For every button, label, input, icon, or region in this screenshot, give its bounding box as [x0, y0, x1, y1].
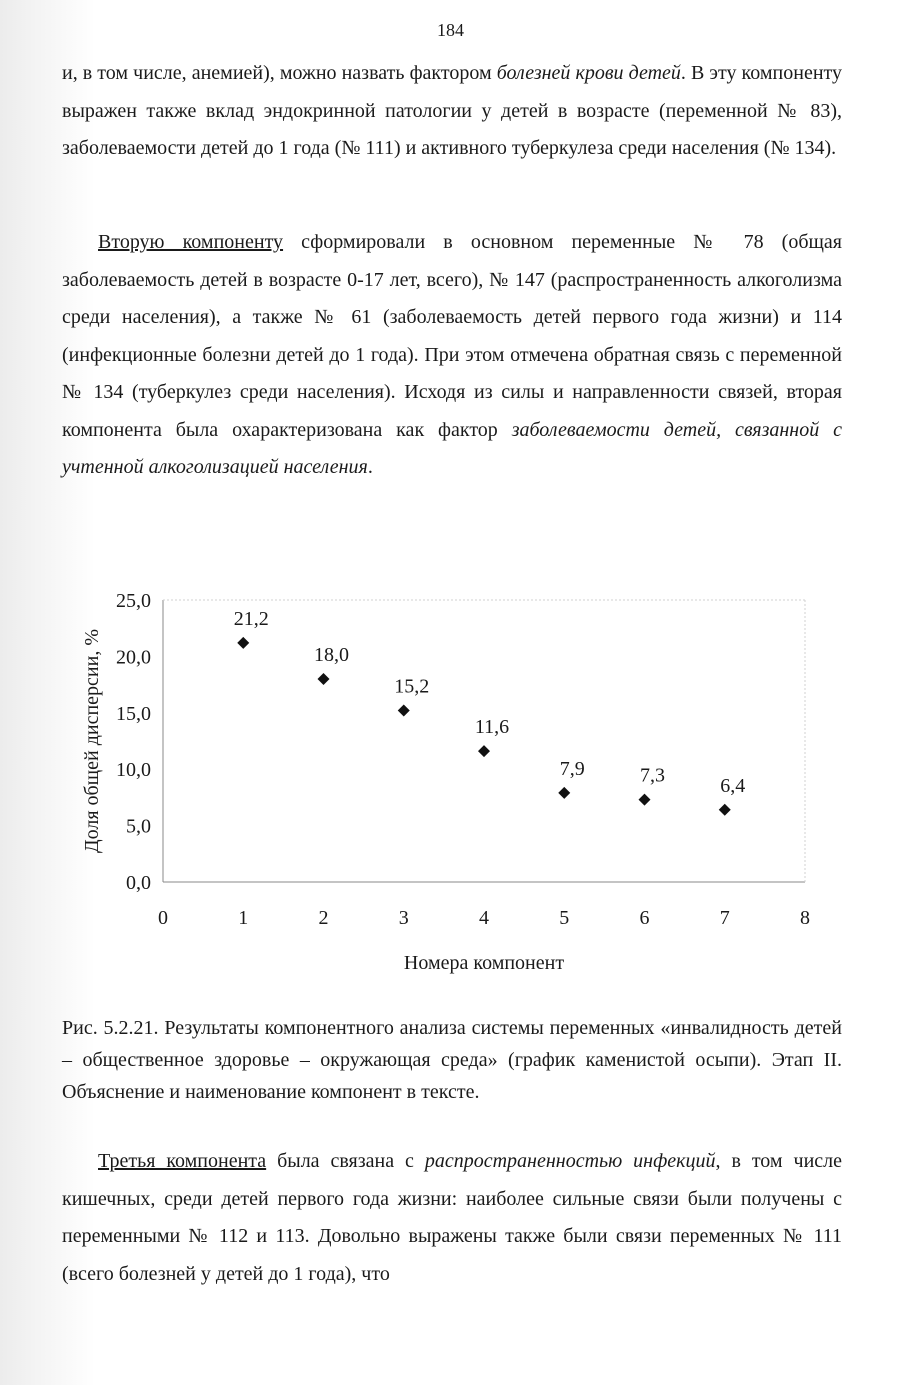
- data-point: [318, 673, 330, 685]
- paragraph-1: [62, 55, 842, 168]
- data-labels: [234, 608, 746, 797]
- y-axis-title: Доля общей дисперсии, %: [81, 629, 103, 853]
- paragraph-3-text-b: , в том числе кишечных, среди детей первого года жизни: наиболее сильные связи были получены с переменными № 112 и 113. Довольно выражены также были связи переменных № 111 (всего болезней у детей до 1 года), что: [62, 1150, 843, 1285]
- x-tick-label: 5: [559, 907, 570, 929]
- figure-caption: Рис. 5.2.21. Результаты компонентного анализа системы переменных «инвалидность детей – общественное здоровье – окружающая среда» (график каменистой осыпи). Этап II. Объяснение и наименование компонент в тексте.: [62, 1017, 842, 1103]
- paragraph-2-emphasis: заболеваемости детей, связанной с учтенной алкоголизацией населения: [62, 418, 842, 478]
- y-tick-label: 0,0: [126, 872, 151, 894]
- paragraph-3-emphasis: распространенностью инфекций: [424, 1150, 716, 1172]
- x-tick-label: 1: [238, 907, 249, 929]
- x-tick-label: 8: [800, 907, 810, 929]
- paragraph-2-text-b: .: [367, 456, 373, 478]
- paragraph-1-text-a: и, в том числе, анемией), можно назвать фактором: [62, 62, 497, 84]
- paragraph-3: [62, 1143, 842, 1293]
- data-point: [639, 794, 651, 806]
- x-tick-label: 0: [158, 907, 168, 929]
- paragraph-2: [62, 224, 842, 487]
- x-tick-label: 7: [719, 907, 730, 929]
- data-point: [558, 787, 570, 799]
- x-axis-title: Номера компонент: [403, 952, 565, 974]
- y-tick-label: 20,0: [116, 646, 151, 669]
- y-tick-label: 5,0: [126, 815, 151, 838]
- data-point: [398, 705, 410, 717]
- x-tick-label: 6: [639, 907, 650, 929]
- paragraph-1-text-b: . В эту компоненту выражен также вклад эндокринной патологии у детей в возрасте (переменной № 83), заболеваемости детей до 1 года (№ 111) и активного туберкулеза среди населения (№ 134).: [62, 62, 842, 159]
- y-tick-label: 25,0: [116, 590, 151, 612]
- data-label: 11,6: [474, 716, 510, 739]
- x-tick-label: 4: [479, 907, 489, 929]
- paragraph-1-emphasis: болезней крови детей: [496, 62, 681, 84]
- y-tick-labels: [116, 590, 151, 894]
- x-tick-labels: [158, 907, 810, 929]
- data-label: 7,3: [640, 764, 665, 787]
- paragraph-2-heading: Вторую компоненту: [98, 231, 284, 253]
- x-tick-label: 2: [318, 907, 329, 929]
- paragraph-2-text-a: сформировали в основном переменные № 78 (общая заболеваемость детей в возрасте 0-17 лет, всего), № 147 (распространенность алкоголизма среди населения), а также № 61 (заболеваемость детей первого года жизни) и 114 (инфекционные болезни детей до 1 года). При этом отмечена обратная связь с переменной № 134 (туберкулез среди населения). Исходя из силы и направленности связей, вторая компонента была охарактеризована как фактор: [62, 231, 842, 441]
- page-number: 184: [437, 20, 464, 40]
- paragraph-3-heading: Третья компонента: [98, 1150, 267, 1172]
- x-tick-label: 3: [398, 907, 409, 929]
- data-label: 15,2: [394, 675, 430, 698]
- scree-plot: [60, 575, 850, 985]
- data-label: 18,0: [314, 643, 349, 666]
- data-label: 7,9: [559, 757, 585, 780]
- y-tick-label: 10,0: [116, 759, 151, 782]
- data-point: [719, 804, 731, 816]
- y-tick-label: 15,0: [116, 702, 151, 725]
- paragraph-3-text-a: была связана с: [266, 1150, 425, 1172]
- data-label: 6,4: [720, 774, 746, 797]
- data-point: [237, 637, 249, 649]
- data-point: [478, 745, 490, 757]
- scree-plot-svg: [60, 575, 850, 985]
- data-label: 21,2: [233, 607, 269, 630]
